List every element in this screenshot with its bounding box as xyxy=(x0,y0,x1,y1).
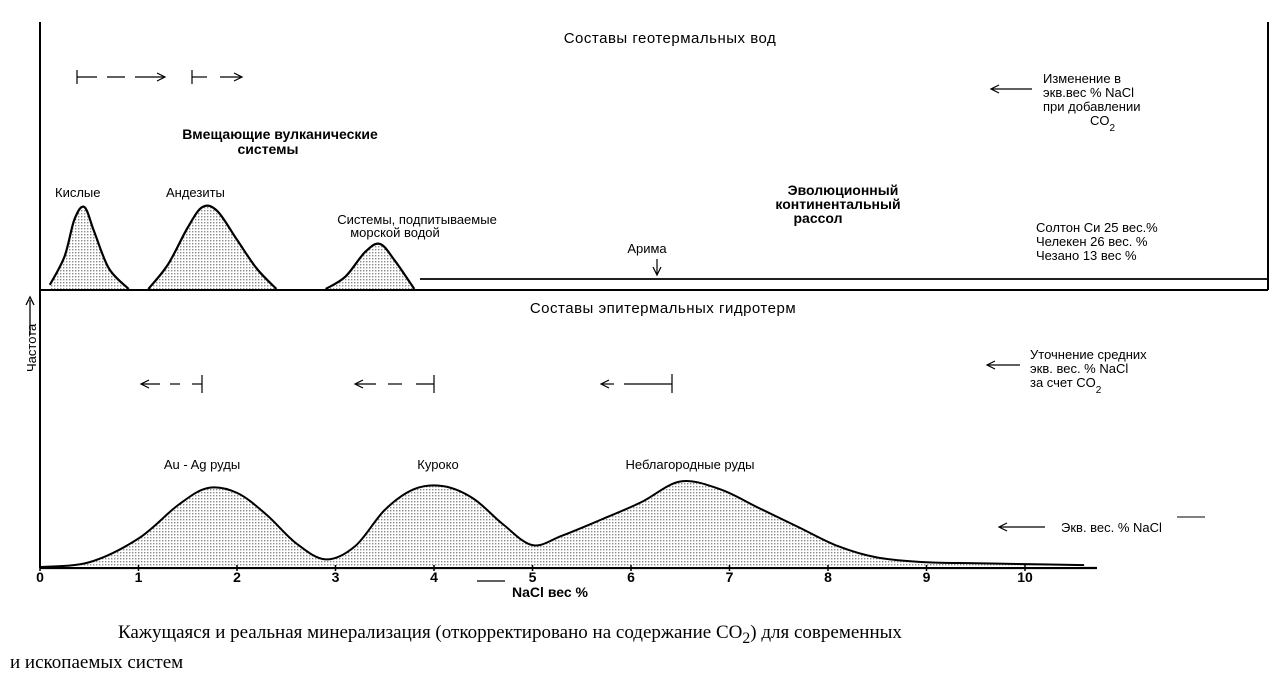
bottom-area-fill xyxy=(40,481,1084,567)
bottom-legend-line-2: экв. вес. % NaCl xyxy=(1030,361,1129,376)
evolution-label-2: континентальный xyxy=(775,196,901,212)
x-tick-label-3: 3 xyxy=(331,569,340,585)
peak-label-kislye: Кислые xyxy=(55,185,101,200)
bottom-area-group xyxy=(40,481,1084,567)
peak-label-seawater-1: Системы, подпитываемые xyxy=(337,212,497,227)
x-tick-label-6: 6 xyxy=(627,569,635,585)
top-peak-fill-1 xyxy=(148,206,276,289)
peak-label-andezity: Андезиты xyxy=(166,185,225,200)
x-tick-label-1: 1 xyxy=(134,569,143,585)
bottom-legend-line-3: за счет $CO_2$ xyxy=(1030,375,1102,396)
y-axis-label: Частота xyxy=(24,323,39,372)
caption-line-1-end: ) для современных xyxy=(750,622,902,643)
top-panel-title: Составы геотермальных вод xyxy=(563,30,777,47)
caption-line-2: и ископаемых систем xyxy=(10,651,184,673)
peak-label-kuroko: Куроко xyxy=(417,457,459,472)
mean-legend-arrow xyxy=(999,523,1045,531)
shift-arrow-2 xyxy=(192,70,242,84)
arima-label: Арима xyxy=(627,241,667,256)
evolution-label-3: рассол xyxy=(793,210,843,226)
bottom-legend-line-1: Уточнение средних xyxy=(1030,347,1147,362)
top-panel-subtitle-2: системы xyxy=(237,141,299,157)
extra-brine-1: Солтон Си 25 вес.% xyxy=(1036,220,1158,235)
shift-arrow-1 xyxy=(77,70,165,84)
top-legend-line-2: экв.вес % NaCl xyxy=(1043,85,1135,100)
caption-line-1: Кажущаяся и реальная минерализация (откорректировано на содержание CO xyxy=(118,622,743,643)
x-tick-label-2: 2 xyxy=(233,569,241,585)
top-legend-line-3: при добавлении xyxy=(1043,99,1141,114)
x-tick-label-10: 10 xyxy=(1017,569,1033,585)
x-tick-label-7: 7 xyxy=(725,569,734,585)
shift-arrow-base xyxy=(601,374,672,393)
top-legend-line-1: Изменение в xyxy=(1043,71,1122,86)
mean-legend-label: Экв. вес. % NaCl xyxy=(1061,520,1162,535)
x-tick-label-4: 4 xyxy=(430,569,438,585)
x-tick-label-0: 0 xyxy=(36,569,44,585)
arima-arrow xyxy=(653,259,661,275)
x-axis-label: NaCl вес % xyxy=(512,584,588,600)
x-tick-label-5: 5 xyxy=(528,569,537,585)
extra-brine-2: Челекен 26 вес. % xyxy=(1036,234,1148,249)
top-legend-arrow xyxy=(991,85,1032,93)
bottom-panel-title: Составы эпитермальных гидротерм xyxy=(529,300,797,317)
top-legend-line-4: $CO_2$ xyxy=(1090,113,1116,134)
caption-subscript: 2 xyxy=(742,629,751,647)
bottom-legend-arrow xyxy=(987,361,1020,369)
x-tick-label-9: 9 xyxy=(922,569,931,585)
top-panel-subtitle-1: Вмещающие вулканические xyxy=(182,126,378,142)
figure-caption xyxy=(10,621,1265,675)
x-tick-label-8: 8 xyxy=(824,569,832,585)
peak-label-base: Неблагородные руды xyxy=(625,457,755,472)
shift-arrow-au-ag xyxy=(141,375,202,393)
shift-arrow-kuroko xyxy=(355,375,434,393)
peak-label-au-ag: Au - Ag руды xyxy=(163,457,241,472)
evolution-label-1: Эволюционный xyxy=(787,182,899,198)
peak-label-seawater-2: морской водой xyxy=(350,225,440,240)
extra-brine-3: Чезано 13 вес % xyxy=(1036,248,1137,263)
